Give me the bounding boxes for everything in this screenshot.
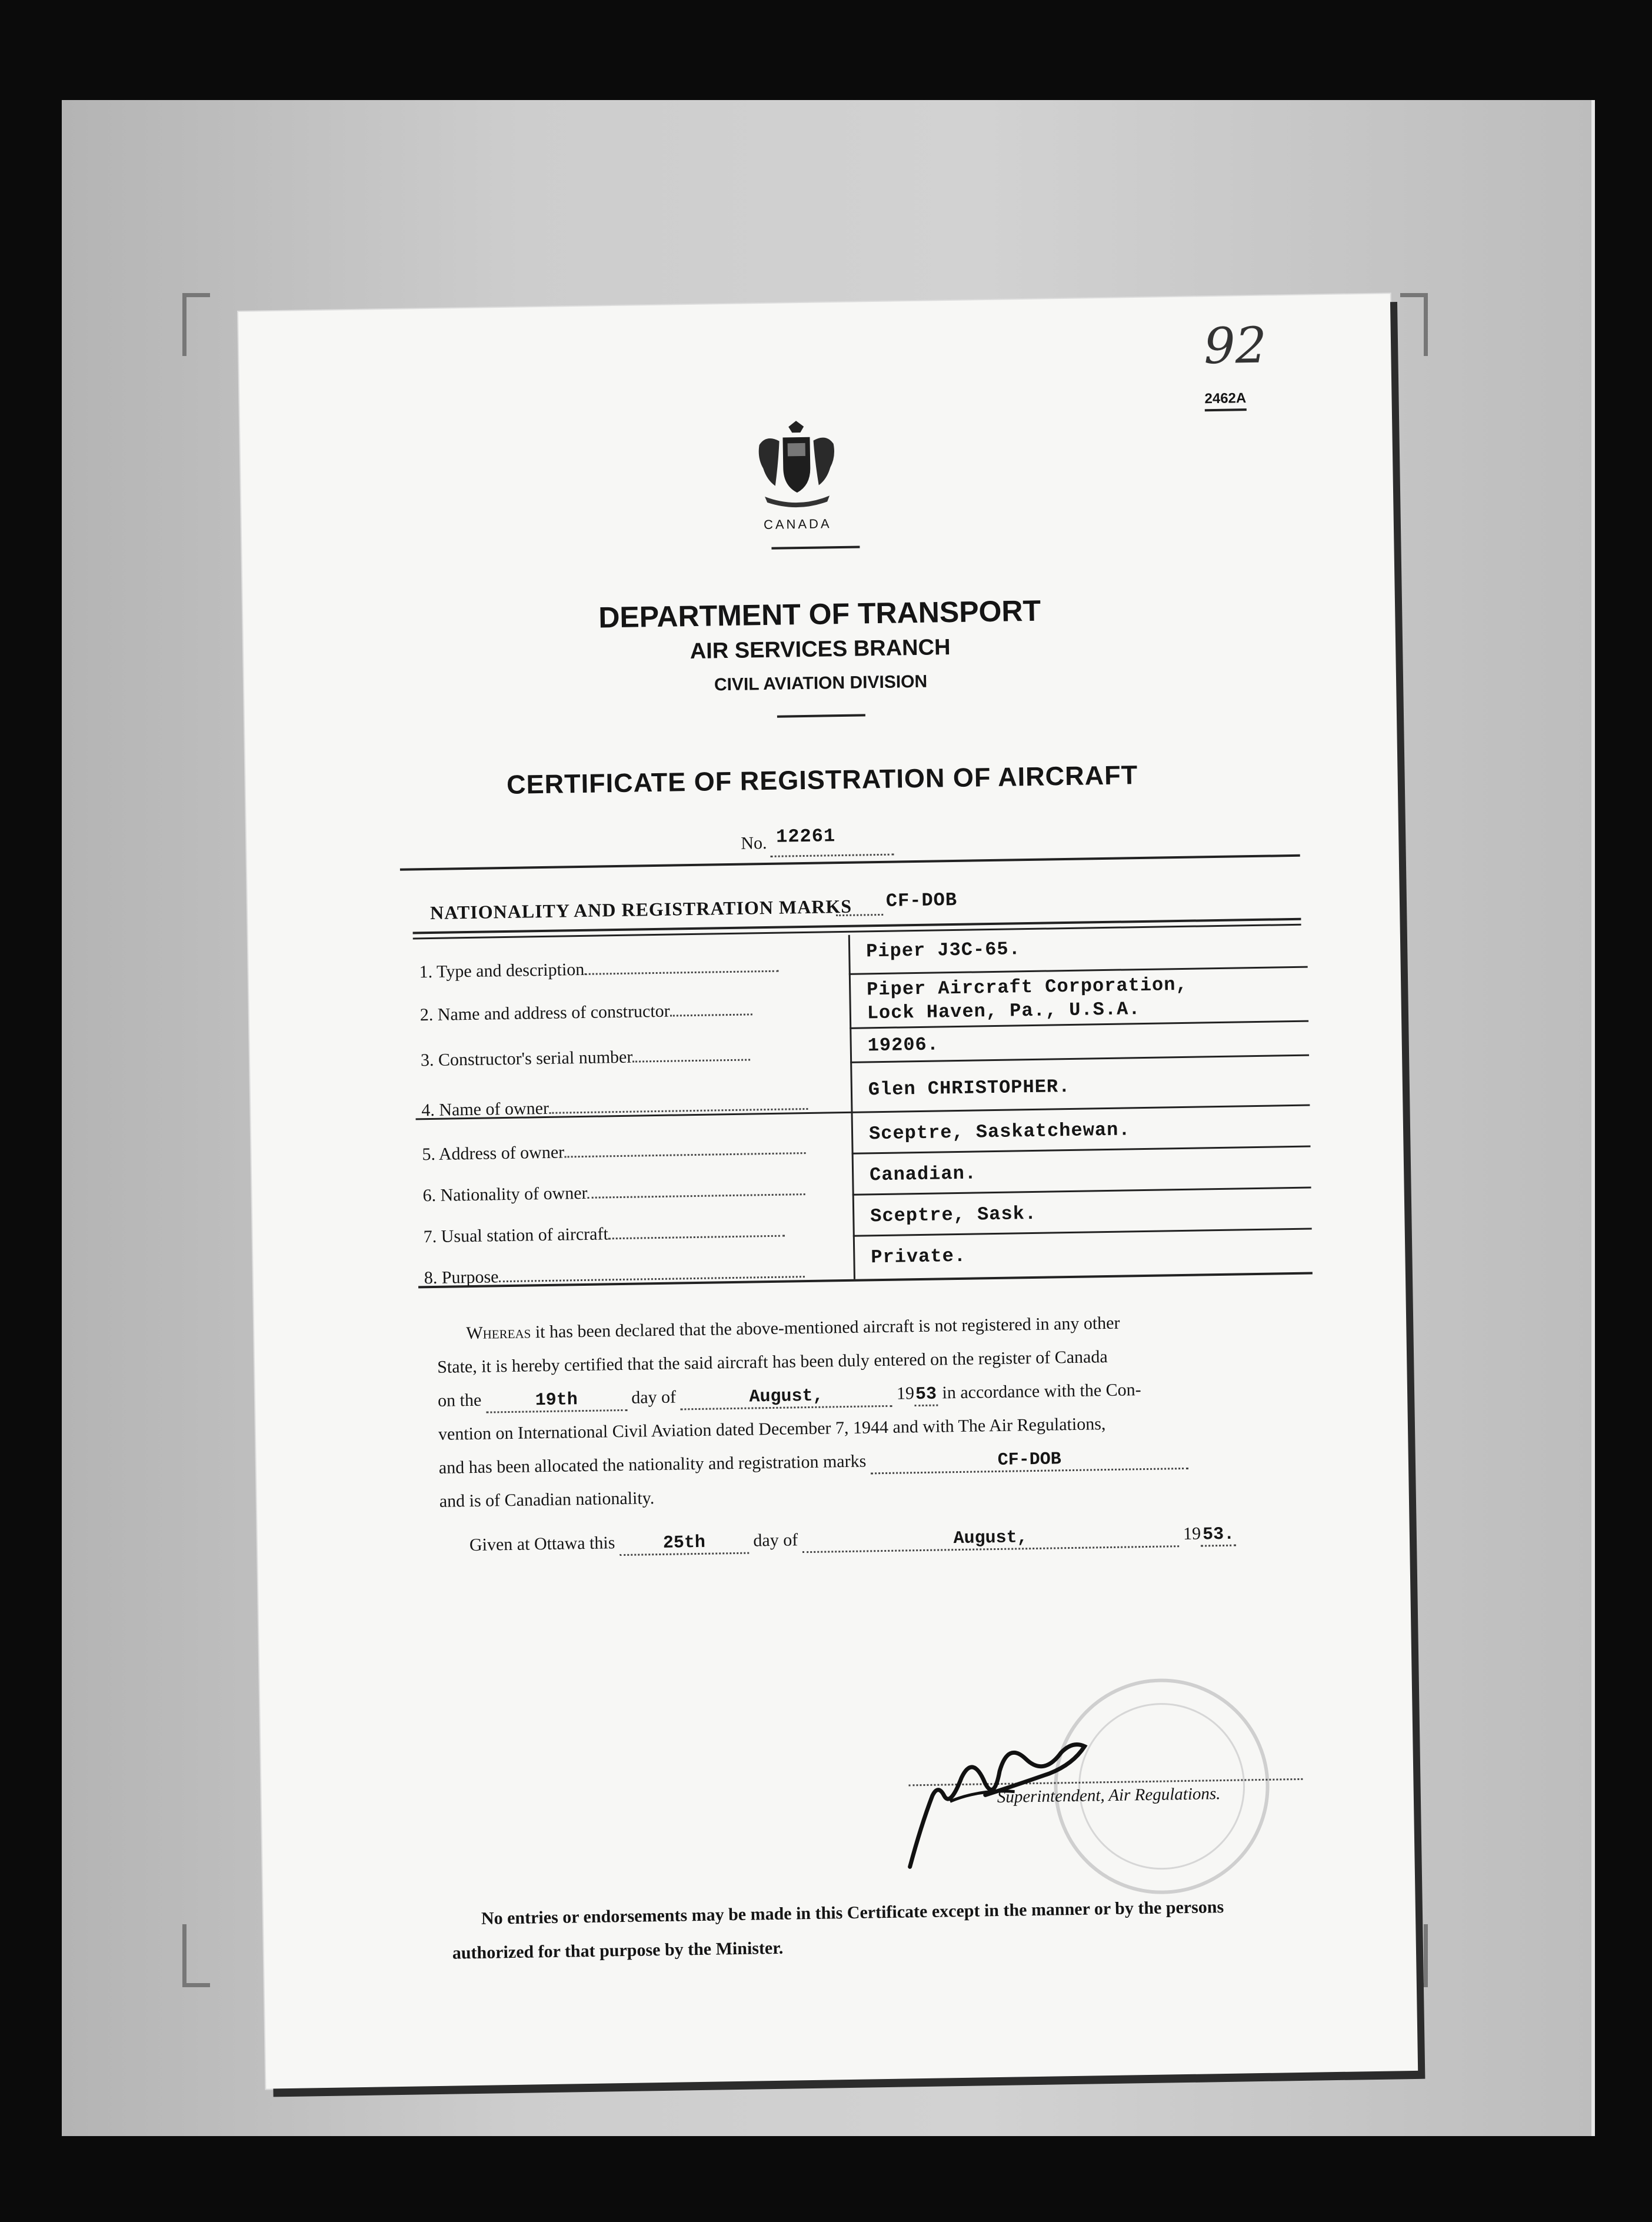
nationality-marks-label: NATIONALITY AND REGISTRATION MARKS	[429, 895, 852, 924]
given-year: 53.	[1201, 1525, 1237, 1547]
pencil-page-number: 92	[1203, 316, 1267, 375]
nationality-marks-value: CF-DOB	[885, 889, 958, 912]
row-label-owner-nationality: 6. Nationality of owner	[422, 1179, 846, 1206]
declaration-line-3: on the 19th day of August, 1953 in accordance with the Con-	[438, 1380, 1141, 1414]
table-column-divider	[848, 935, 855, 1279]
row-label-usual-station: 7. Usual station of aircraft	[423, 1220, 847, 1247]
row-value-owner-name: Glen CHRISTOPHER.	[868, 1075, 1071, 1101]
declaration-line-2: State, it is hereby certified that the said aircraft has been duly entered on the register of Canada	[437, 1347, 1108, 1377]
signatory-title: Superintendent, Air Regulations.	[997, 1784, 1221, 1807]
registration-year: 53	[914, 1385, 938, 1407]
certificate-number-label: No.	[741, 833, 767, 853]
row-value-usual-station: Sceptre, Sask.	[870, 1202, 1037, 1228]
row-label-type: 1. Type and description	[419, 956, 842, 982]
department-title: DEPARTMENT OF TRANSPORT	[598, 594, 1041, 634]
row-rule	[852, 1146, 1311, 1155]
row-value-constructor-line1: Piper Aircraft Corporation,	[866, 973, 1188, 1001]
row-label-owner-name: 4. Name of owner	[421, 1094, 845, 1120]
declaration-line-5: and has been allocated the nationality and registration marks CF-DOB	[439, 1446, 1188, 1481]
certificate-title: CERTIFICATE OF REGISTRATION OF AIRCRAFT	[506, 760, 1138, 800]
coat-of-arms-icon	[752, 420, 841, 510]
given-day: 25th	[620, 1532, 750, 1556]
branch-title: AIR SERVICES BRANCH	[690, 635, 951, 664]
row-label-constructor: 2. Name and address of constructor	[420, 999, 844, 1025]
row-value-serial: 19206.	[867, 1033, 940, 1057]
registration-day: 19th	[486, 1389, 628, 1413]
row-value-owner-nationality: Canadian.	[869, 1162, 977, 1186]
division-title: CIVIL AVIATION DIVISION	[714, 671, 928, 695]
row-rule	[849, 966, 1308, 975]
footer-note-line-2: authorized for that purpose by the Minister.	[452, 1938, 784, 1963]
allocated-marks: CF-DOB	[871, 1448, 1189, 1474]
row-rule	[853, 1228, 1312, 1237]
crest-label: CANADA	[763, 516, 832, 533]
divider	[777, 714, 865, 717]
row-value-type: Piper J3C-65.	[865, 938, 1021, 963]
declaration-line-4: vention on International Civil Aviation dated December 7, 1944 and with The Air Regulations,	[438, 1414, 1106, 1444]
given-at-line: Given at Ottawa this 25th day of August, 1953.	[469, 1524, 1237, 1558]
row-value-purpose: Private.	[871, 1245, 967, 1269]
whereas-word: Whereas	[466, 1322, 531, 1343]
row-label-owner-address: 5. Address of owner	[422, 1138, 845, 1165]
footer-note-line-1: No entries or endorsements may be made in this Certificate except in the manner or by the persons	[481, 1897, 1224, 1928]
form-number: 2462A	[1204, 390, 1246, 411]
given-month: August,	[802, 1525, 1179, 1553]
row-value-constructor-line2: Lock Haven, Pa., U.S.A.	[867, 998, 1141, 1024]
row-label-purpose: 8. Purpose	[424, 1262, 848, 1288]
crop-mark-top-right	[1400, 293, 1428, 356]
rule	[400, 854, 1300, 871]
row-value-owner-address: Sceptre, Saskatchewan.	[868, 1119, 1131, 1145]
certificate-document	[238, 294, 1418, 2088]
dotted-line	[771, 854, 894, 857]
certificate-number: 12261	[775, 825, 836, 848]
row-label-serial: 3. Constructor's serial number	[421, 1044, 844, 1070]
registration-month: August,	[680, 1385, 892, 1411]
row-rule	[852, 1187, 1311, 1196]
declaration-line-6: and is of Canadian nationality.	[439, 1488, 655, 1511]
divider	[771, 545, 860, 549]
crop-mark-bottom-left	[182, 1924, 210, 1987]
crop-mark-top-left	[182, 293, 210, 356]
declaration-line-1: Whereas it has been declared that the above-mentioned aircraft is not registered in any other	[466, 1313, 1120, 1343]
dotted-line	[836, 914, 883, 916]
